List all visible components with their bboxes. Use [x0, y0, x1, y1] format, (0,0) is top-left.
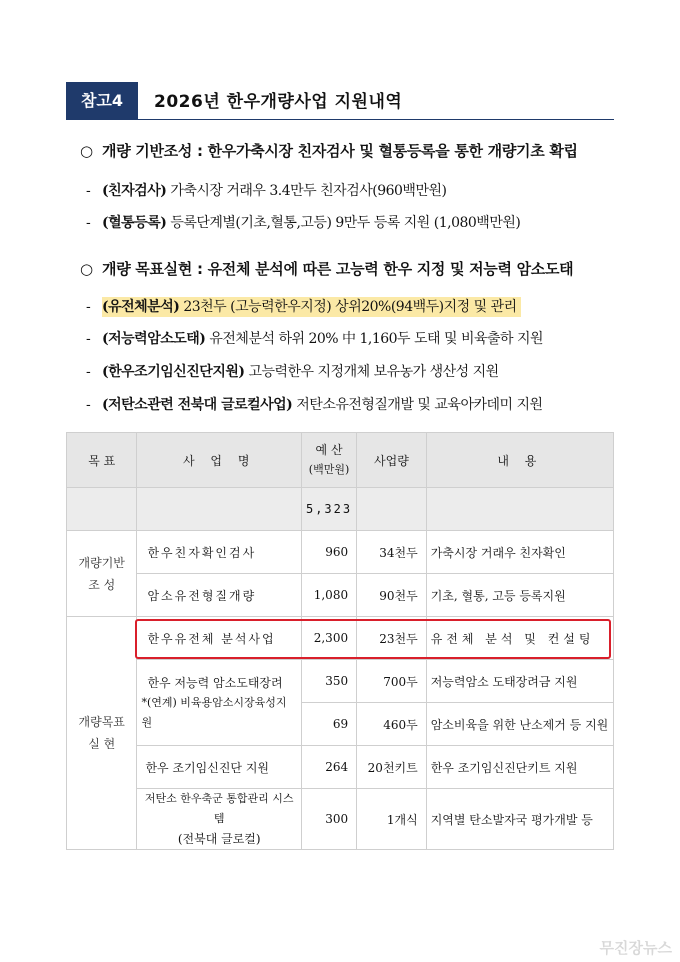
quantity-value: 460두	[357, 703, 427, 746]
content-value: 지역별 탄소발자국 평가개발 등	[426, 789, 613, 850]
item-label: (한우조기임신진단지원)	[102, 364, 245, 380]
header-business: 사 업 명	[137, 433, 302, 488]
section-1-title: 개량 기반조성 : 한우가축시장 친자검사 및 혈통등록을 통한 개량기초 확립	[102, 142, 578, 160]
table-row	[67, 617, 614, 660]
item-label: (유전체분석)	[102, 299, 180, 315]
section-2-heading	[80, 258, 573, 279]
item-text: 23천두 (고능력한우지정) 상위20%(94백두)지정 및 관리	[183, 299, 517, 315]
header-goal: 목 표	[67, 433, 137, 488]
goal-group-2: 개량목표 실 현	[67, 617, 137, 850]
quantity-value: 90천두	[357, 574, 427, 617]
list-item: - (저능력암소도태) 유전체분석 하위 20% 中 1,160두 도태 및 비육출하 지원	[86, 331, 544, 347]
header-divider	[66, 119, 614, 120]
quantity-value: 1개식	[357, 789, 427, 850]
content-value: 가축시장 거래우 친자확인	[426, 531, 613, 574]
quantity-value: 23천두	[357, 617, 427, 660]
budget-table	[66, 432, 614, 850]
list-item-highlighted: - (유전체분석) 23천두 (고능력한우지정) 상위20%(94백두)지정 및 관리	[86, 296, 521, 316]
business-name: 한우유전체 분석사업	[137, 617, 302, 660]
item-label: (저탄소관련 전북대 글로컬사업)	[102, 397, 293, 413]
item-text: 고능력한우 지정개체 보유농가 생산성 지원	[248, 364, 499, 380]
goal-group-1: 개량기반 조 성	[67, 531, 137, 617]
list-item: - (저탄소관련 전북대 글로컬사업) 저탄소유전형질개발 및 교육아카데미 지원	[86, 397, 543, 413]
header-quantity: 사업량	[357, 433, 427, 488]
business-name: 한우친자확인검사	[137, 531, 302, 574]
table-row	[67, 660, 614, 703]
budget-value: 2,300	[301, 617, 356, 660]
content-value: 기초, 혈통, 고등 등록지원	[426, 574, 613, 617]
quantity-value: 34천두	[357, 531, 427, 574]
total-budget: 5,323	[301, 488, 356, 531]
circle-bullet-icon: ○	[80, 260, 93, 278]
item-label: (혈통등록)	[102, 215, 167, 231]
content-value: 암소비육을 위한 난소제거 등 지원	[426, 703, 613, 746]
business-name: 암소유전형질개량	[137, 574, 302, 617]
section-2-title: 개량 목표실현 : 유전체 분석에 따른 고능력 한우 지정 및 저능력 암소도태	[102, 260, 574, 278]
header-budget: 예 산 (백만원)	[301, 433, 356, 488]
list-item: - (한우조기임신진단지원) 고능력한우 지정개체 보유농가 생산성 지원	[86, 364, 499, 380]
table-row	[67, 574, 614, 617]
item-text: 가축시장 거래우 3.4만두 친자검사(960백만원)	[170, 183, 447, 199]
table-row	[67, 531, 614, 574]
budget-value: 1,080	[301, 574, 356, 617]
quantity-value: 20천키트	[357, 746, 427, 789]
item-text: 등록단계별(기초,혈통,고등) 9만두 등록 지원 (1,080백만원)	[170, 215, 521, 231]
budget-value: 960	[301, 531, 356, 574]
list-item: - (친자검사) 가축시장 거래우 3.4만두 친자검사(960백만원)	[86, 183, 447, 199]
content-value: 유전체 분석 및 컨설팅	[426, 617, 613, 660]
item-text: 유전체분석 하위 20% 中 1,160두 도태 및 비육출하 지원	[209, 331, 544, 347]
business-name: 한우 저능력 암소도태장려 *(연계) 비육용암소시장육성지원	[137, 660, 302, 746]
item-label: (저능력암소도태)	[102, 331, 206, 347]
header	[66, 82, 614, 120]
watermark-logo: 무진장뉴스	[599, 939, 672, 957]
section-1-heading	[80, 140, 578, 161]
content-value: 저능력암소 도태장려금 지원	[426, 660, 613, 703]
quantity-value: 700두	[357, 660, 427, 703]
table-row	[67, 746, 614, 789]
page-title: 2026년 한우개량사업 지원내역	[154, 92, 403, 112]
budget-value: 350	[301, 660, 356, 703]
business-name: 한우 조기임신진단 지원	[137, 746, 302, 789]
budget-value: 69	[301, 703, 356, 746]
table-total-row	[67, 488, 614, 531]
item-label: (친자검사)	[102, 183, 167, 199]
list-item: - (혈통등록) 등록단계별(기초,혈통,고등) 9만두 등록 지원 (1,080백만원)	[86, 215, 521, 231]
circle-bullet-icon: ○	[80, 142, 93, 160]
budget-value: 264	[301, 746, 356, 789]
item-text: 저탄소유전형질개발 및 교육아카데미 지원	[296, 397, 543, 413]
table-row	[67, 789, 614, 850]
budget-value: 300	[301, 789, 356, 850]
reference-badge: 참고4	[66, 82, 138, 120]
header-content: 내 용	[426, 433, 613, 488]
table-header-row	[67, 433, 614, 488]
content-value: 한우 조기임신진단키트 지원	[426, 746, 613, 789]
business-name: 저탄소 한우축군 통합관리 시스템 (전북대 글로컬)	[137, 789, 302, 850]
